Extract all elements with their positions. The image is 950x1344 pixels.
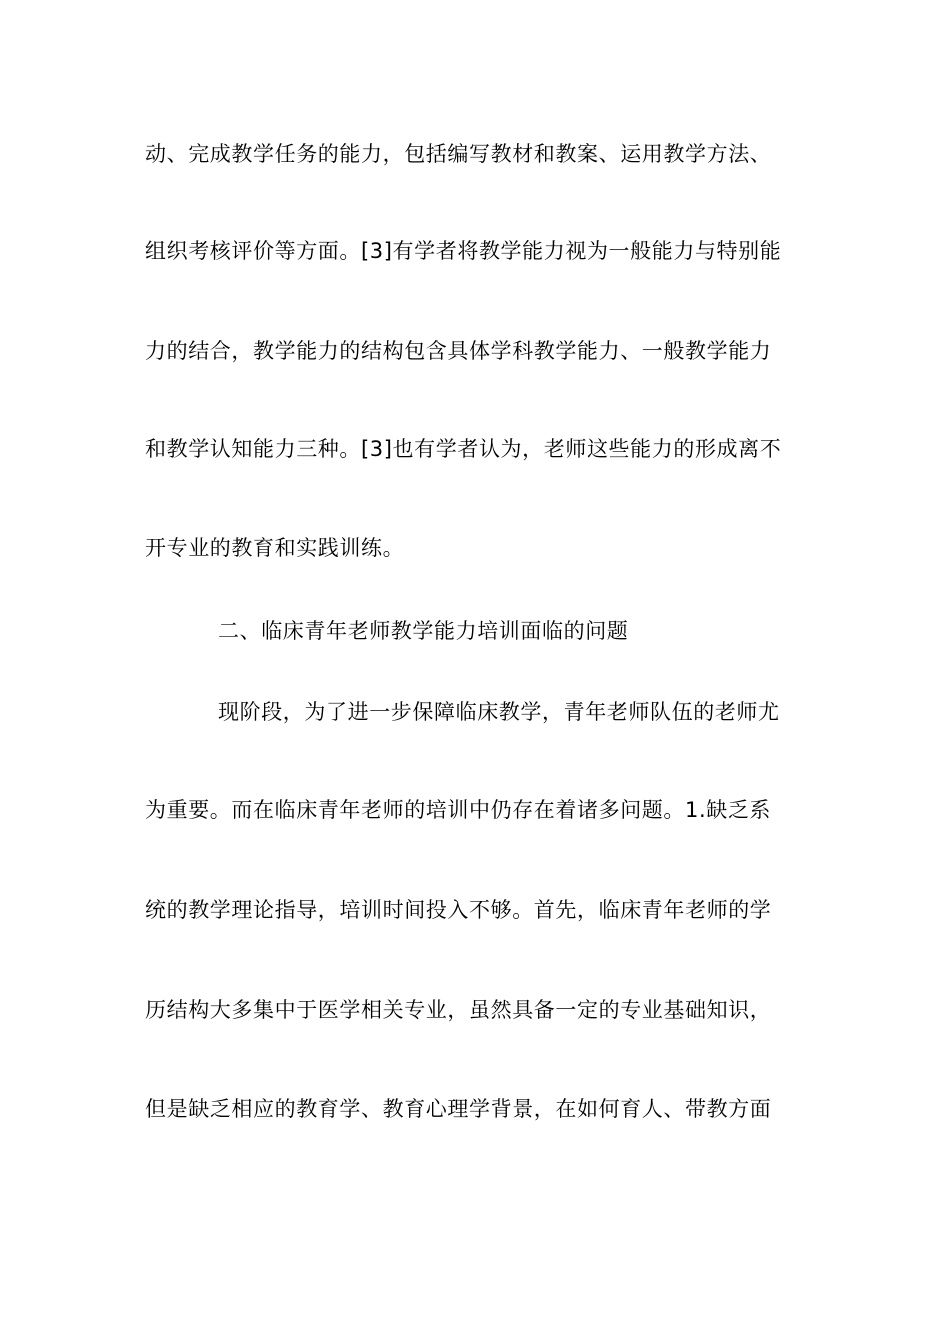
section-heading: 二、临床青年老师教学能力培训面临的问题 (218, 619, 629, 643)
paragraph-line: 历结构大多集中于医学相关专业，虽然具备一定的专业基础知识， (145, 998, 772, 1022)
paragraph-line: 力的结合，教学能力的结构包含具体学科教学能力、一般教学能力 (145, 339, 772, 363)
paragraph-line: 但是缺乏相应的教育学、教育心理学背景，在如何育人、带教方面 (145, 1097, 772, 1121)
paragraph-line: 开专业的教育和实践训练。 (145, 536, 405, 560)
paragraph-line: 为重要。而在临床青年老师的培训中仍存在着诸多问题。1.缺乏系 (145, 798, 772, 822)
paragraph-line: 动、完成教学任务的能力，包括编写教材和教案、运用教学方法、 (145, 142, 772, 166)
paragraph-line: 组织考核评价等方面。[3]有学者将教学能力视为一般能力与特别能 (145, 239, 782, 263)
paragraph-line: 统的教学理论指导，培训时间投入不够。首先，临床青年老师的学 (145, 898, 772, 922)
paragraph-line: 现阶段，为了进一步保障临床教学，青年老师队伍的老师尤 (218, 700, 780, 724)
paragraph-line: 和教学认知能力三种。[3]也有学者认为，老师这些能力的形成离不 (145, 437, 782, 461)
